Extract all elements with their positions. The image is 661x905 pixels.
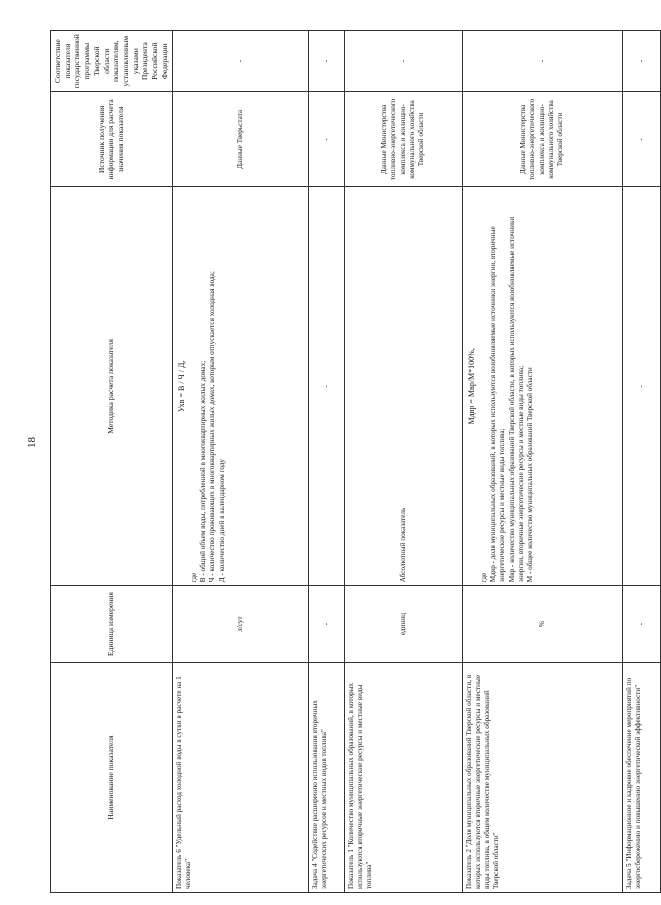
indicator-compliance: - [308, 31, 344, 92]
indicator-method [172, 187, 308, 586]
indicator-source: Данные Министерства топливно-энергетического комплекса и жилищно-коммунального хозяйства Тверской области [462, 92, 622, 187]
indicator-unit: - [308, 586, 344, 663]
header-compliance: Соответствие показателя государственной программы Тверской области показателям, установленным указами Президента Российской Федерации [51, 31, 173, 92]
indicator-compliance: - [462, 31, 622, 92]
indicator-unit: единиц [344, 586, 462, 663]
task-name: Задача 4 "Содействие расширению использования вторичных энергетических ресурсов и местных видов топлива" [308, 662, 344, 892]
method-line: Ч - количество проживающих в многоквартирных жилых домах, которым отпускается холодная вода; [208, 271, 217, 583]
indicator-source: - [308, 92, 344, 187]
method-line: В - общий объем воды, потребленной в многоквартирных жилых домах; [199, 360, 208, 583]
method-line: где [479, 572, 488, 583]
header-name: Наименование показателя [51, 662, 173, 892]
table-row [308, 31, 344, 893]
header-unit: Единица измерения [51, 586, 173, 663]
page-number: 18 [26, 437, 38, 448]
indicator-unit: - [622, 586, 660, 663]
header-method: Методика расчета показателя [51, 187, 173, 586]
indicators-table [50, 30, 661, 893]
indicator-method: - [622, 187, 660, 586]
table-header-row [51, 31, 173, 893]
indicator-method: Абсолютный показатель [344, 187, 462, 586]
indicator-source: - [622, 92, 660, 187]
indicator-method: - [308, 187, 344, 586]
indicator-unit: % [462, 586, 622, 663]
indicator-compliance: - [622, 31, 660, 92]
table-row [344, 31, 462, 893]
method-line: М - общее количество муниципальных образований Тверской области [525, 367, 534, 583]
indicator-name: Показатель 6 "Удельный расход холодной воды в сутки в расчете на 1 человека" [172, 662, 308, 892]
indicator-compliance: - [344, 31, 462, 92]
method-formula: Мдвр = Мвр/М*100%, [466, 348, 476, 425]
table-row [462, 31, 622, 893]
table-row [622, 31, 660, 893]
indicator-unit: л/сут [172, 586, 308, 663]
method-line: Д - количество дней в календарном году [217, 458, 226, 583]
indicator-name: Показатель 1 "Количество муниципальных образований, в которых используются вторичные энергетические ресурсы и местные виды топлива" [344, 662, 462, 892]
indicator-name: Показатель 2 "Доля муниципальных образований Тверской области, в которых используются вторичные энергетические ресурсы и местные виды топлива, в общем количестве муниципальных образований Тверской области" [462, 662, 622, 892]
method-formula: Ухв = В / Ч / Д, [176, 360, 186, 413]
indicator-method [462, 187, 622, 586]
indicator-source: Данные Министерства топливно-энергетического комплекса и жилищно-коммунального хозяйства Тверской области [344, 92, 462, 187]
method-line: Мвр - количество муниципальных образований Тверской области, в которых используются возобновляемые источники энергии, вторичные энергетические ресурсы и местные виды топлива; [507, 216, 525, 583]
task-name: Задача 5 "Информационное и кадровое обеспечение мероприятий по энергосбережению и повышению энергетической эффективности" [622, 662, 660, 892]
indicator-compliance: - [172, 31, 308, 92]
method-line: где [189, 572, 198, 583]
indicator-source: Данные Тверьстата [172, 92, 308, 187]
table-row [172, 31, 308, 893]
header-source: Источник получения информации для расчета значения показателя [51, 92, 173, 187]
method-line: Мдвр - доля муниципальных образований, в которых используются возобновляемые источники энергии, вторичные энергетические ресурсы и местные виды топлива; [489, 226, 507, 583]
